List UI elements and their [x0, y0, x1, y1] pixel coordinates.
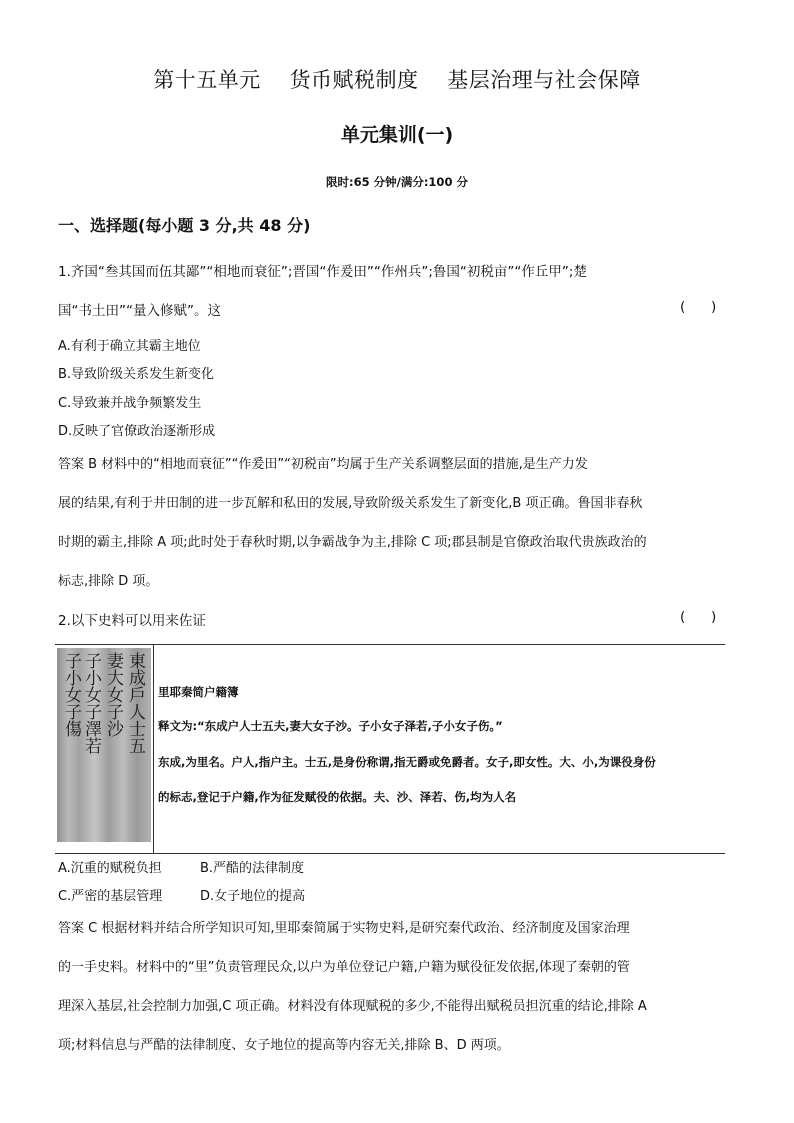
q2-option-b: B.严酷的法律制度 [200, 861, 305, 876]
time-score-limit: 限时:65 分钟/满分:100 分 [326, 175, 468, 189]
material-line-2: 东成,为里名。户人,指户主。士五,是身份称谓,指无爵或免爵者。女子,即女性。大、小,为课役身份 [158, 755, 656, 769]
material-line-1: 释文为:“东成户人士五夫,妻大女子沙。子小女子泽若,子小女子伤。” [158, 719, 503, 733]
q2-option-a: A.沉重的赋税负担 [58, 861, 162, 876]
q1-option-c: C.导致兼并战争频繁发生 [58, 396, 202, 411]
q1-answer-line-1: 答案 B 材料中的“相地而衰征”“作爰田”“初税亩”均属于生产关系调整层面的措施,是生产力发 [58, 457, 588, 472]
material-box-top-rule [55, 644, 725, 645]
q1-option-d: D.反映了官僚政治逐渐形成 [58, 424, 216, 439]
q1-option-b: B.导致阶级关系发生新变化 [58, 367, 215, 382]
slip-column-4: 子小女子傷 [61, 652, 81, 737]
bamboo-slip-image [57, 648, 151, 842]
q1-option-a: A.有利于确立其霸主地位 [58, 339, 201, 354]
q1-answer-line-2: 展的结果,有利于井田制的进一步瓦解和私田的发展,导致阶级关系发生了新变化,B 项正确。鲁国非春秋 [58, 496, 643, 511]
q2-option-c: C.严密的基层管理 [58, 889, 163, 904]
q1-stem-line-2: 国“书土田”“量入修赋”。这 [58, 303, 221, 319]
q2-answer-line-2: 的一手史料。材料中的“里”负责管理民众,以户为单位登记户籍,户籍为赋役征发依据,体现了秦朝的管 [58, 960, 630, 975]
q2-options-row-1 [58, 857, 305, 876]
q2-answer-blank: ( ) [680, 609, 717, 625]
q1-stem-line-1: 1.齐国“叁其国而伍其鄙”“相地而衰征”;晋国“作爰田”“作州兵”;鲁国“初税亩”“作丘甲”;楚 [58, 264, 587, 280]
slip-column-3: 子小女子澤若 [81, 652, 101, 754]
q1-answer-line-4: 标志,排除 D 项。 [58, 574, 159, 589]
slip-column-2: 妻大女子沙 [103, 652, 123, 737]
q1-answer-blank: ( ) [680, 299, 717, 315]
section-heading: 一、选择题(每小题 3 分,共 48 分) [58, 216, 311, 235]
q2-options-row-2 [58, 885, 306, 904]
q2-option-d: D.女子地位的提高 [200, 889, 306, 904]
page-title: 第十五单元 货币赋税制度 基层治理与社会保障 [153, 68, 641, 92]
q2-answer-line-3: 理深入基层,社会控制力加强,C 项正确。材料没有体现赋税的多少,不能得出赋税员担沉重的结论,排除 A [58, 999, 647, 1014]
q1-answer-line-3: 时期的霸主,排除 A 项;此时处于春秋时期,以争霸战争为主,排除 C 项;郡县制是官僚政治取代贵族政治的 [58, 535, 647, 550]
page-subtitle: 单元集训(一) [340, 124, 454, 146]
material-line-3: 的标志,登记于户籍,作为征发赋役的依据。夫、沙、泽若、伤,均为人名 [158, 790, 517, 804]
q2-stem: 2.以下史料可以用来佐证 [58, 613, 206, 629]
q2-answer-line-1: 答案 C 根据材料并结合所学知识可知,里耶秦简属于实物史料,是研究秦代政治、经济制度及国家治理 [58, 921, 630, 936]
material-box-divider [153, 645, 154, 853]
material-box-bottom-rule [55, 853, 725, 854]
slip-column-1: 東成戶人士五 [125, 652, 145, 754]
q2-answer-line-4: 项;材料信息与严酷的法律制度、女子地位的提高等内容无关,排除 B、D 两项。 [58, 1038, 510, 1053]
material-title: 里耶秦简户籍簿 [158, 685, 239, 699]
